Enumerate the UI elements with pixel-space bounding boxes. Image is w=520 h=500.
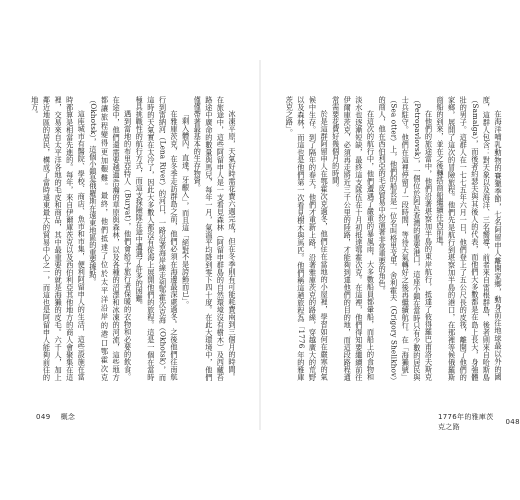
page-number: 049 (36, 413, 51, 421)
paragraph: 冰凍平原，天氣好時需花費六週完成，但在冬季則有可能耗費兩到三個月的時間。在旅途中，這些阿留申人是一支看見森林（阿留申群島的自然環境沒有樹木）及西藏苔路途中廣命的數量與馬兒，每年一月，氣溫平均降到零下四十度。在此大環境中，他們僅僅帶著最基本的生存物資。 (193, 96, 237, 381)
paragraph: 在雅庫茨克，在冬季走訪群島之前，他們必須在海邊最深處過冬。之後他們往南航行到雷納河（Lena River）的河口，一路沿著海岸線走到鄂霍次克海（Okhotsk），而這時的天氣實在太冷了，因此大多數人都沒有從海上展開他們的旅程。這是一個在當時極具挑戰性的航行方式，而這支探險隊在途中遭遇了許多的困難。 (135, 96, 180, 381)
right-page-body (282, 96, 504, 381)
right-page-footer (438, 412, 520, 432)
paragraph: 「剩入體內，直達，牙齦入」，而且這「絕對不是誇飾而已」。 (181, 110, 191, 309)
running-head: 1776年的雅庫茨克之路 (438, 413, 494, 431)
paragraph: 這座城市有醫院、學校、商店、魚市和市集，便利阿留申人的生活，這些設施在當時都算是相當先進的。每年，來自伊爾庫茨克以及西伯利亞其他地方的商人會聚集在這裡，交易來自太平洋各地的毛皮和商品，其中最重要的就是海獺的皮毛。六千人，加上鄰近地區的居民，構成了當時遠東最大的貿易中心之一，而這也是阿留申人能夠前往的地方。 (30, 96, 87, 381)
page-number: 048 (505, 418, 520, 426)
paragraph: 在這次的航行中，他們遭遇了嚴重的暴風雨，大多數船員都暈船，而船上的食物和淡水也逐漸短缺，最終這支隊伍在十月初抵達鄂霍次克。在這裡，他們得知要繼續前往伊爾庫茨克，必須再走將近三千公里的陸路，才能夠到達他們的目的地，而這段路程通常需要花費好幾個月的時間。 (331, 96, 376, 381)
right-page (260, 0, 520, 500)
paragraph: 在他們的旅途當中，他們沿著堪察加半島的東岸航行，抵達了彼得羅巴甫洛夫斯克（Petropavlovsk），一個位於阿瓦查灣的重要港口，這座小鎮在當時只有少數的居民與士兵駐守。他們在這裡停留了一段時間，等待天氣轉好之後再繼續航行。在「海獺號」（Sea otter）上，他們的船長是一位名叫格里戈里．舍利霍夫（Grigory Shelikhov）的商人，他在西伯利亞的毛皮貿易中扮演著非常重要的角色。 (378, 96, 434, 381)
left-page-body (32, 96, 238, 381)
running-head: 概念 (60, 413, 76, 421)
left-page-footer (36, 412, 75, 422)
paragraph: 於是這群阿留申人在鄂霍次克過冬，他們住在當地的小屋裡，學習如何在嚴寒的氣候中生存。到了隔年的春天，他們才重新上路，沿著雅庫茨克的路線，穿越廣大的荒野以及森林，而這也是他們第一次看見樹木與馬匹。他們稱這趟旅程為「1776 年的雅庫茨克之路」。 (285, 96, 330, 381)
paragraph: 遇到當地的布里亞特人（Buryat），他們會給予旅行者保暖的衣物和必要的飲食。在途中，他們還需要越過浩瀚的草原與森林，以及各種的沼澤和冰凍的河流，這些地方都讓旅程變得更加艱難。最終，他們抵達了位於太平洋沿岸的港口鄂霍次克（Okhotsk），這個小鎮是俄羅斯在遠東地區的重要據點。 (88, 96, 133, 381)
paragraph: 在海洋哺乳動物的賽獵季節，七名阿留申人離開家鄉，動身前往地球最以外的國度，這群人包含：對天象以及海洋、三名嚮導，前者來自雷根群島，後者則來自哈斯島（Samalga），而後者約瑟夫與其後人的代表，而他們大多數都是在島上長大，身強體壯的男子。這群人在一七七五年六月一日，他們登上了五公尺長的皮筏，離開了他們的家鄉，展開了這次的冒險旅程。他們先是航行到堪察加半島的港口，在那裡等候俄羅斯商船的到來，並在之後轉搭商船繼續往西前進。 (436, 96, 503, 381)
